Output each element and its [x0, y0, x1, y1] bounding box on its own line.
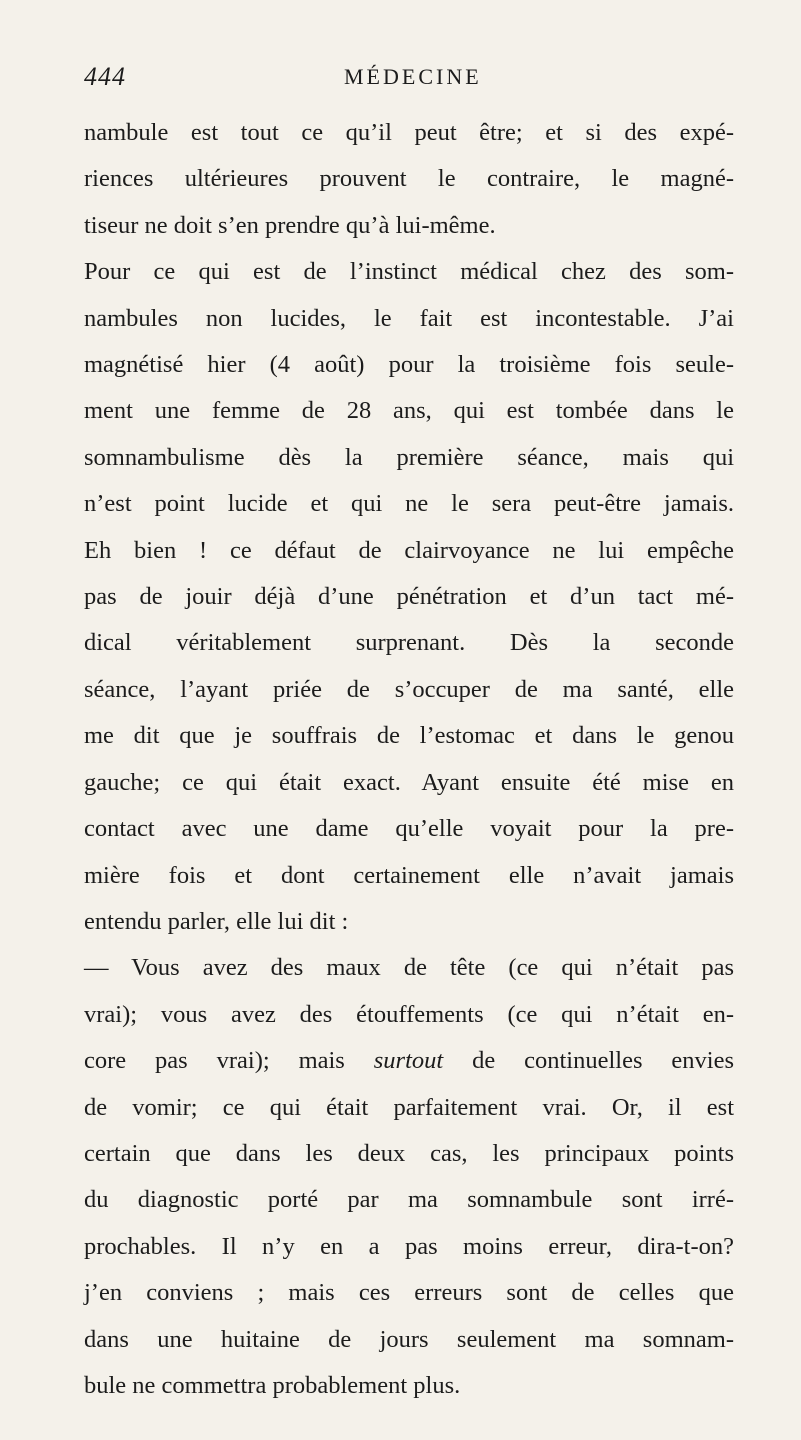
text-line: prochables. Il n’y en a pas moins erreur, dira-t-on?	[84, 1232, 734, 1260]
text-line: dical véritablement surprenant. Dès la seconde	[84, 629, 734, 657]
page-number: 444	[84, 62, 126, 91]
text-line: magnétisé hier (4 août) pour la troisième fois seule-	[84, 351, 734, 379]
text-line: dans une huitaine de jours seulement ma somnam-	[84, 1325, 734, 1353]
text-line: me dit que je souffrais de l’estomac et dans le genou	[84, 722, 734, 750]
body-text	[84, 110, 734, 1409]
text-line: ment une femme de 28 ans, qui est tombée dans le	[84, 397, 734, 425]
text-line: séance, l’ayant priée de s’occuper de ma santé, elle	[84, 675, 734, 703]
text-line: du diagnostic porté par ma somnambule sont irré-	[84, 1186, 734, 1214]
text-line: entendu parler, elle lui dit :	[84, 907, 349, 935]
text-line: n’est point lucide et qui ne le sera peut-être jamais.	[84, 490, 734, 518]
text-line: certain que dans les deux cas, les principaux points	[84, 1139, 734, 1167]
text-line: riences ultérieures prouvent le contraire, le magné-	[84, 165, 734, 193]
text-line: tiseur ne doit s’en prendre qu’à lui-même.	[84, 211, 496, 239]
emphasis: surtout	[373, 1047, 444, 1075]
text-line: Pour ce qui est de l’instinct médical chez des som-	[84, 258, 734, 286]
text-line: core pas vrai); mais surtout de continuelles envies	[84, 1047, 734, 1075]
text-line: somnambulisme dès la première séance, mais qui	[84, 443, 734, 471]
text-line: Eh bien ! ce défaut de clairvoyance ne lui empêche	[84, 536, 734, 564]
running-title: MÉDECINE	[344, 64, 482, 89]
text-line: nambule est tout ce qu’il peut être; et si des expé-	[84, 119, 734, 146]
running-head	[84, 62, 724, 102]
text-line: vrai); vous avez des étouffements (ce qui n’était en-	[84, 1000, 734, 1028]
text-line: de vomir; ce qui était parfaitement vrai. Or, il est	[84, 1093, 734, 1121]
text-line: j’en conviens ; mais ces erreurs sont de celles que	[84, 1279, 734, 1307]
text-line: gauche; ce qui était exact. Ayant ensuite été mise en	[84, 768, 734, 796]
text-line: nambules non lucides, le fait est incontestable. J’ai	[84, 304, 734, 332]
text-line: — Vous avez des maux de tête (ce qui n’était pas	[84, 954, 734, 982]
text-line: mière fois et dont certainement elle n’avait jamais	[84, 861, 734, 889]
text-line: pas de jouir déjà d’une pénétration et d’un tact mé-	[84, 583, 734, 611]
text-line: bule ne commettra probablement plus.	[84, 1371, 461, 1399]
text-line: contact avec une dame qu’elle voyait pour la pre-	[84, 815, 734, 843]
